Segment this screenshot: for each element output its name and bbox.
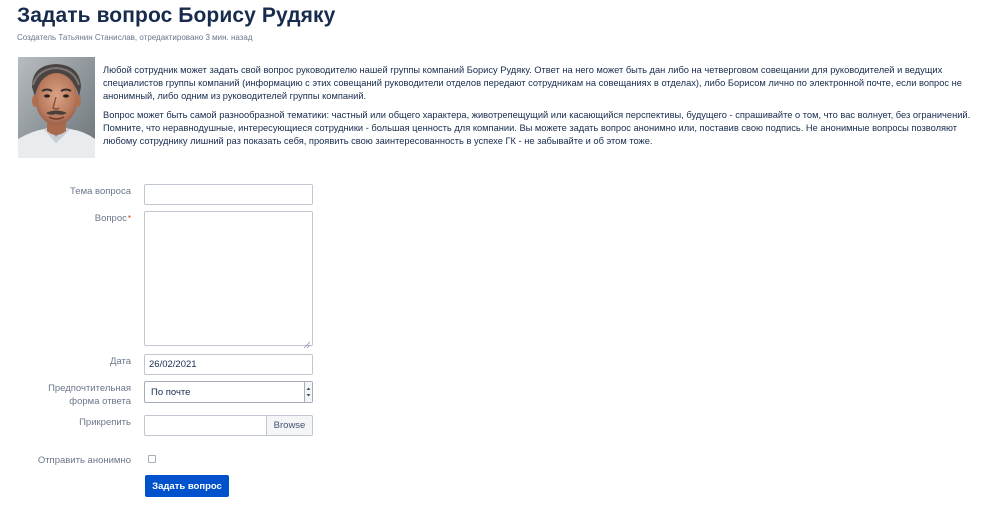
topic-input[interactable] [144,184,313,205]
select-arrow-icon[interactable] [304,382,312,402]
question-label-text: Вопрос [94,213,127,224]
intro-text [103,64,988,154]
portrait-photo-icon [18,57,95,158]
required-star-icon: * [127,214,131,223]
reply-form-label-line1: Предпочтительная [48,383,131,394]
question-label [0,212,131,225]
intro-paragraph: Любой сотрудник может задать свой вопрос руководителю нашей группы компаний Борису Рудяку. Ответ на него может быть дан либо на четверговом совещании для руководителей и ведущих специалистов группы компаний (информацию с этих совещаний руководители отделов передают сотрудникам на совещаниях в отделах), либо Борисом лично по электронной почте, если вопрос не анонимный, либо одним из руководителей группы компаний. [103,65,962,101]
anonymous-label: Отправить анонимно [37,455,131,466]
resize-grip-icon[interactable] [303,336,311,344]
date-label: Дата [109,356,131,367]
anonymous-checkbox[interactable] [148,455,156,463]
question-textarea[interactable] [144,211,313,346]
reply-form-select[interactable] [144,381,313,403]
intro-paragraph: Вопрос может быть самой разнообразной тематики: частный или общего характера, животрепещущий или касающийся перспективы, будущего - спрашивайте о том, что вас волнует, без ограничений. Помните, что неравнодушные, интересующиеся сотрудники - большая ценность для компании. Вы можете задать вопрос анонимно или, поставив свою подпись. Не анонимные вопросы позволяют любому сотруднику лишний раз показать себя, проявить свою заинтересованность в успехе ГК - не забывайте и об этом тоже. [103,110,971,146]
page-byline: Создатель Татьянин Станислав, отредактировано 3 мин. назад [17,33,253,42]
date-input[interactable] [144,354,313,375]
attach-label: Прикрепить [79,417,131,428]
reply-form-selected-value: По почте [151,387,191,398]
reply-form-label-line2: форма ответа [69,396,131,407]
attach-file-field[interactable] [144,415,313,436]
topic-label: Тема вопроса [70,186,131,197]
browse-button[interactable]: Browse [266,416,312,435]
page-title: Задать вопрос Борису Рудяку [17,4,336,27]
reply-form-label [0,382,131,408]
submit-question-button[interactable]: Задать вопрос [145,475,229,497]
